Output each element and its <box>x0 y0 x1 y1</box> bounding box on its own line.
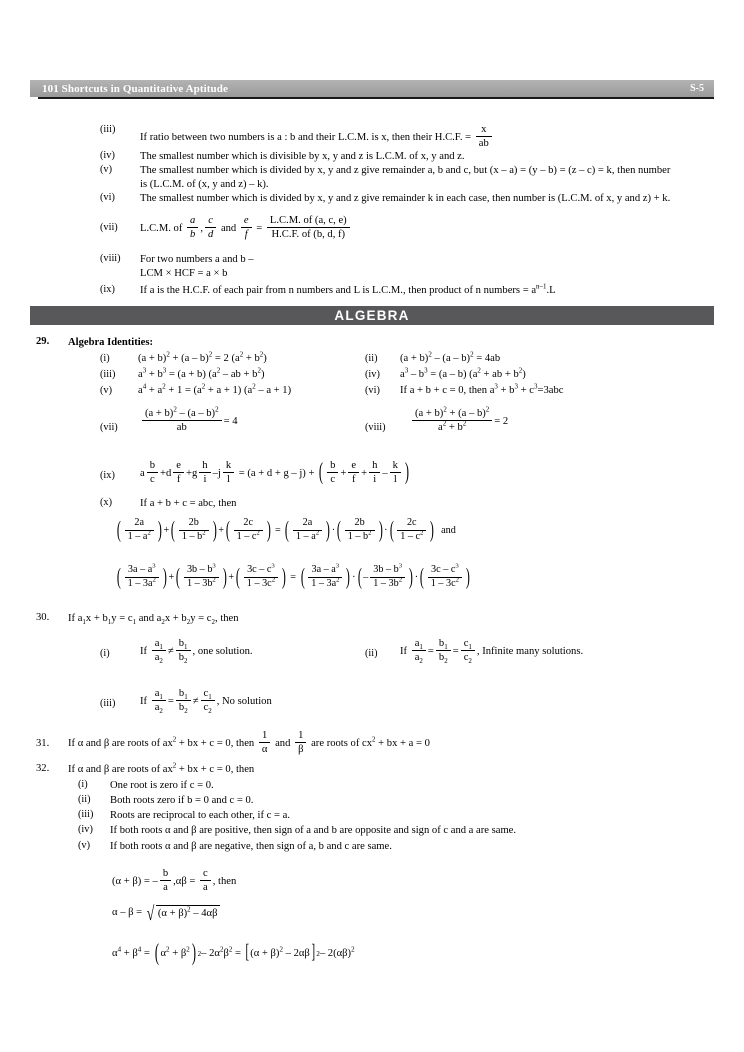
section-number-32: 32. <box>36 763 50 774</box>
sec32-text-ii: Both roots zero if b = 0 and c = 0. <box>110 795 254 806</box>
fraction-a1-over-a2-ii: $\frac{a_1}{a_2}$ <box>412 637 426 664</box>
paren-open-x2-c: ( <box>235 564 240 590</box>
identity-roman-vii: (vii) <box>100 422 118 433</box>
paren-open-x1-f: ( <box>389 517 394 543</box>
identity-roman-x: (x) <box>100 497 113 508</box>
section-lead-32: If α and β are roots of $ax^2$ + bx + c = 0, then <box>68 761 255 775</box>
fraction-b1-over-b2: $b_1$ $b_2$ <box>176 637 191 664</box>
fraction-k-over-l: $\frac{k}{l}$ <box>223 459 234 486</box>
item-text-v: The smallest number which is divided by x, y and z give remainder a, b and c, but (x – a) = (y – b) = (z – c) = k, then number <box>140 165 671 176</box>
paren-open-x2-f: ( <box>419 564 424 590</box>
item-roman-v: (v) <box>100 164 113 175</box>
fraction-c-over-a: $\frac{c}{a}$ <box>200 867 211 894</box>
paren-open-x1-e: ( <box>336 517 341 543</box>
identity-body-i: $(a + b)^2 + (a - b)^2 = 2$ $(a^2 + b^2)$ <box>138 350 267 364</box>
fraction-2b-over-1-minus-b2: 2b $1 - b^2$ <box>179 517 209 544</box>
fraction-1-over-beta: 1 β <box>295 729 306 756</box>
paren-close-x1-f: ) <box>430 517 435 543</box>
fraction-viii: $\frac{(a + b)^2 + (a - b)^2}{a^2 + b^2}$ <box>412 407 492 434</box>
identity-roman-v: (v) <box>100 385 113 396</box>
identity-equation-x1: ( 2a $1 - a^2$ ) + ( 2b $1 - b^2$ ) + ( 2c $1 - c^2$ ) = ( 2a $1 - a^2$ ) · ( 2b $1 - b^2$ ) · ( 2c $1 - c^2$ ) and <box>116 517 456 543</box>
fraction-rhs-b-over-c: b c <box>327 459 338 486</box>
identity-body-iv: $a^3 - b^3 = (a - b) (a^2$ + ab + $b^2$) <box>400 366 526 380</box>
identity-roman-vi: (vi) <box>365 385 380 396</box>
paren-close-x2-f: ) <box>465 564 470 590</box>
paren-open-x2-d: ( <box>300 564 305 590</box>
radical-icon: √ <box>146 902 155 925</box>
paren-open-x1-c: ( <box>225 517 230 543</box>
item-equation-vii: L.C.M. of a b , c d and $\frac{e}{f}$ = $\frac{L.C.M. of (a, c, e)}{H.C.F. of (b, d, f)}$ <box>140 215 352 242</box>
fraction-c-over-d: c d <box>205 214 216 241</box>
paren-close-ix: ) <box>404 459 409 486</box>
paren-close-x1-b: ) <box>212 517 217 543</box>
fraction-vii: $\frac{(a + b)^2 - (a - b)^2}{ab}$ <box>142 407 222 434</box>
identity-body-v: $a^4 + a^2 + 1 = (a^2 + a + 1)$ $(a^2 - a + 1)$ <box>138 382 292 396</box>
sec32-roman-i: (i) <box>78 779 88 790</box>
identity-body-vi: If a + b + c = 0, then $a^3 + b^3 + c^3=3abc$ <box>400 382 564 396</box>
paren-close-x1-d: ) <box>325 517 330 543</box>
fraction-rhs-k-over-l: k l <box>390 459 401 486</box>
item-roman-vii: (vii) <box>100 222 118 233</box>
group-alpha2-plus-beta2: ( $\alpha^2 + \beta^2$ ) 2 <box>154 940 202 966</box>
fraction-rhs-2a: 2a $1 - a^2$ <box>293 517 322 544</box>
sec32-roman-ii: (ii) <box>78 794 91 805</box>
identity-equation-x2: ( $3a - a^3$ $1 - 3a^2$ ) + ( $3b - b^3$ $1 - 3b^2$ ) + ( $3c - c^3$ $1 - 3c^2$ ) = ( $3a - a^3$ $1 - 3a^2$ ) · ( – $3b - b^3$ $1 - 3b^2$ ) · ( $3c - c^3$ $1 - 3c^2$ ) <box>116 562 470 590</box>
sec32-text-v: If both roots α and β are negative, then sign of a, b and c are same. <box>110 841 392 852</box>
fraction-b-over-c: b c <box>147 459 158 486</box>
paren-open-x2-a: ( <box>116 564 121 590</box>
fraction-b-over-a: b a <box>160 867 171 894</box>
identity-body-ii: $(a + b)^2 - (a - b)^2 = 4ab$ <box>400 350 501 364</box>
item-roman-iv: (iv) <box>100 150 115 161</box>
item-text-v-cont: is (L.C.M. of (x, y and z) – k). <box>140 179 269 190</box>
item-text-iii: If ratio between two numbers is a : b and their L.C.M. is x, then their H.C.F. = $\frac{x}{ab}$ <box>140 124 660 151</box>
fraction-b1-over-b2-iii: $\frac{b_1}{b_2}$ <box>176 687 191 714</box>
sec30-roman-ii: (ii) <box>365 648 378 659</box>
paren-close-x2-a: ) <box>162 564 167 590</box>
fraction-lcm-over-hcf: $\frac{L.C.M. of (a, c, e)}{H.C.F. of (b, d, f)}$ <box>267 214 350 241</box>
item-roman-vi: (vi) <box>100 192 115 203</box>
page-number: S-5 <box>690 83 704 94</box>
sec32-text-iii: Roots are reciprocal to each other, if c = a. <box>110 810 290 821</box>
item-text-viii-cont: LCM × HCF = a × b <box>140 268 228 279</box>
identity-roman-ix: (ix) <box>100 470 115 481</box>
fraction-h-over-i: h i <box>199 459 210 486</box>
fraction-3c-minus-c3: $3c - c^3$ $1 - 3c^2$ <box>244 564 278 591</box>
fraction-rhs-3a: $3a - a^3$ $1 - 3a^2$ <box>308 564 342 591</box>
sec30-roman-iii: (iii) <box>100 698 116 709</box>
bracket-open-g2: [ <box>245 942 249 964</box>
sec30-equation-i: If $a_1$ $a_2$ ≠ $b_1$ $b_2$ , one solution. <box>140 638 253 666</box>
fraction-b1-over-b2-ii: $\frac{b_1}{b_2}$ <box>436 637 451 664</box>
fraction-2a-over-1-minus-a2: 2a $1 - a^2$ <box>125 517 154 544</box>
sec32-text-iv: If both roots α and β are positive, then sign of a and b are opposite and sign of c and a are same. <box>110 825 517 836</box>
paren-open-x2-e: ( <box>357 564 362 590</box>
fraction-c1-over-c2-ii: $\frac{c_1}{c_2}$ <box>461 637 475 664</box>
fraction-x-over-ab: $\frac{x}{ab}$ <box>476 123 492 150</box>
identity-body-iii: $a^3 + b^3 = (a + b)$ ($a^2$ – ab + $b^2$) <box>138 366 265 380</box>
sec32-roman-iii: (iii) <box>78 809 94 820</box>
sec32-text-i: One root is zero if c = 0. <box>110 780 214 791</box>
identity-equation-ix: a b c + d e f + g h i – j $\frac{k}{l}$ = (a + d + g – j) + ( b c + $\frac{e}{f}$ + $\frac{h}{i}$ – k l ) <box>140 459 409 486</box>
item-text-viii: For two numbers a and b – <box>140 254 254 265</box>
fraction-2c-over-1-minus-c2: 2c $1 - c^2$ <box>234 517 263 544</box>
item-text-ix: If a is the H.C.F. of each pair from n numbers and L is L.C.M., then product of n numbers = $a^{n-1}.L$ <box>140 282 556 296</box>
identity-roman-iii: (iii) <box>100 369 116 380</box>
item-roman-viii: (viii) <box>100 253 121 264</box>
bracket-close-g2: ] <box>311 942 315 964</box>
section-lead-30: If $a_1x + b_1y = c_1$ and $a_2x + b_2y = c_2$, then <box>68 613 239 627</box>
fraction-rhs-2b: 2b $1 - b^2$ <box>345 517 375 544</box>
header-rule <box>38 97 714 99</box>
section-banner-algebra <box>30 306 714 325</box>
paren-close-x2-b: ) <box>222 564 227 590</box>
sec32-equation-difference: α – β = √ $(\alpha + \beta)^2 - 4\alpha\beta$ <box>112 902 218 925</box>
identity-roman-viii: (viii) <box>365 422 386 433</box>
group-alpha-plus-beta-bracket: [ $(\alpha + \beta)^2 - 2\alpha\beta$ ] 2 <box>245 942 320 964</box>
sec32-roman-iv: (iv) <box>78 824 93 835</box>
item-roman-ix: (ix) <box>100 284 115 295</box>
section-number-29: 29. <box>36 336 50 347</box>
paren-close-x2-d: ) <box>346 564 351 590</box>
identity-roman-ii: (ii) <box>365 353 378 364</box>
paren-close-x1-e: ) <box>378 517 383 543</box>
fraction-rhs-h-over-i: $\frac{h}{i}$ <box>369 459 380 486</box>
section-body-31: If α and β are roots of $ax^2$ + bx + c = 0, then 1 α and 1 β are roots of $cx^2$ + bx + a = 0 <box>68 730 430 756</box>
fraction-e-over-f-2: e f <box>173 459 184 486</box>
fraction-a1-over-a2: $a_1$ $a_2$ <box>152 637 166 664</box>
paren-open-ix: ( <box>319 459 324 486</box>
section-number-30: 30. <box>36 612 50 623</box>
identity-roman-i: (i) <box>100 353 110 364</box>
fraction-3a-minus-a3: $3a - a^3$ $1 - 3a^2$ <box>125 564 159 591</box>
paren-close-x1-c: ) <box>266 517 271 543</box>
banner-label: ALGEBRA <box>334 308 410 323</box>
section-number-31: 31. <box>36 738 50 749</box>
fraction-e-over-f: $\frac{e}{f}$ <box>241 214 252 241</box>
paren-open-x1-d: ( <box>285 517 290 543</box>
item-text-vi: The smallest number which is divided by x, y and z give remainder k in each case, then number is (L.C.M. of x, y and z) + k. <box>140 193 671 204</box>
running-header <box>30 80 714 97</box>
fraction-c1-over-c2-iii: $c_1$ $c_2$ <box>201 687 215 714</box>
paren-open-g1: ( <box>154 940 159 966</box>
fraction-1-over-alpha: 1 α <box>259 729 271 756</box>
identity-lead-x: If a + b + c = abc, then <box>140 498 237 509</box>
paren-close-x2-c: ) <box>281 564 286 590</box>
paren-open-x1-a: ( <box>116 517 121 543</box>
identity-roman-iv: (iv) <box>365 369 380 380</box>
identity-equation-viii: $\frac{(a + b)^2 + (a - b)^2}{a^2 + b^2}$ = 2 <box>410 408 508 435</box>
fraction-a-over-b: a b <box>187 214 198 241</box>
item-roman-iii: (iii) <box>100 124 116 135</box>
section-title-29: Algebra Identities: <box>68 337 154 348</box>
sec32-equation-sum-product: (α + β) = – b a ,αβ = $\frac{c}{a}$ , then <box>112 868 237 894</box>
item-text-iv: The smallest number which is divisible by x, y and z is L.C.M. of x, y and z. <box>140 151 465 162</box>
fraction-a1-over-a2-iii: $\frac{a_1}{a_2}$ <box>152 687 166 714</box>
fraction-rhs-3c: $3c - c^3$ $1 - 3c^2$ <box>428 564 462 591</box>
sec30-equation-iii: If $\frac{a_1}{a_2}$ = $\frac{b_1}{b_2}$ ≠ $c_1$ $c_2$ , No solution <box>140 688 272 716</box>
sec32-equation-fourth-powers: $\alpha^4 + \beta^4$ = ( $\alpha^2 + \beta^2$ ) 2 – $2\alpha^2\beta^2$ = [ $(\alpha + \beta)^2 - 2\alpha\beta$ ] 2 – $2(\alpha\beta)^2$ <box>112 940 355 966</box>
fraction-rhs-3b: $3b - b^3$ $1 - 3b^2$ <box>370 564 405 591</box>
sec32-roman-v: (v) <box>78 840 91 851</box>
sec30-equation-ii: If $\frac{a_1}{a_2}$ = $\frac{b_1}{b_2}$ = $\frac{c_1}{c_2}$ , Infinite many solutions. <box>400 638 584 666</box>
paren-close-x2-e: ) <box>408 564 413 590</box>
paren-open-x2-b: ( <box>176 564 181 590</box>
identity-equation-vii: $\frac{(a + b)^2 - (a - b)^2}{ab}$ = 4 <box>140 408 238 435</box>
book-title: 101 Shortcuts in Quantitative Aptitude <box>42 82 228 95</box>
fraction-rhs-2c: 2c $1 - c^2$ <box>397 517 426 544</box>
sec30-roman-i: (i) <box>100 648 110 659</box>
fraction-rhs-e-over-f: $\frac{e}{f}$ <box>348 459 359 486</box>
paren-close-g1: ) <box>191 940 196 966</box>
paren-close-x1-a: ) <box>157 517 162 543</box>
fraction-3b-minus-b3: $3b - b^3$ $1 - 3b^2$ <box>184 564 219 591</box>
paren-open-x1-b: ( <box>171 517 176 543</box>
